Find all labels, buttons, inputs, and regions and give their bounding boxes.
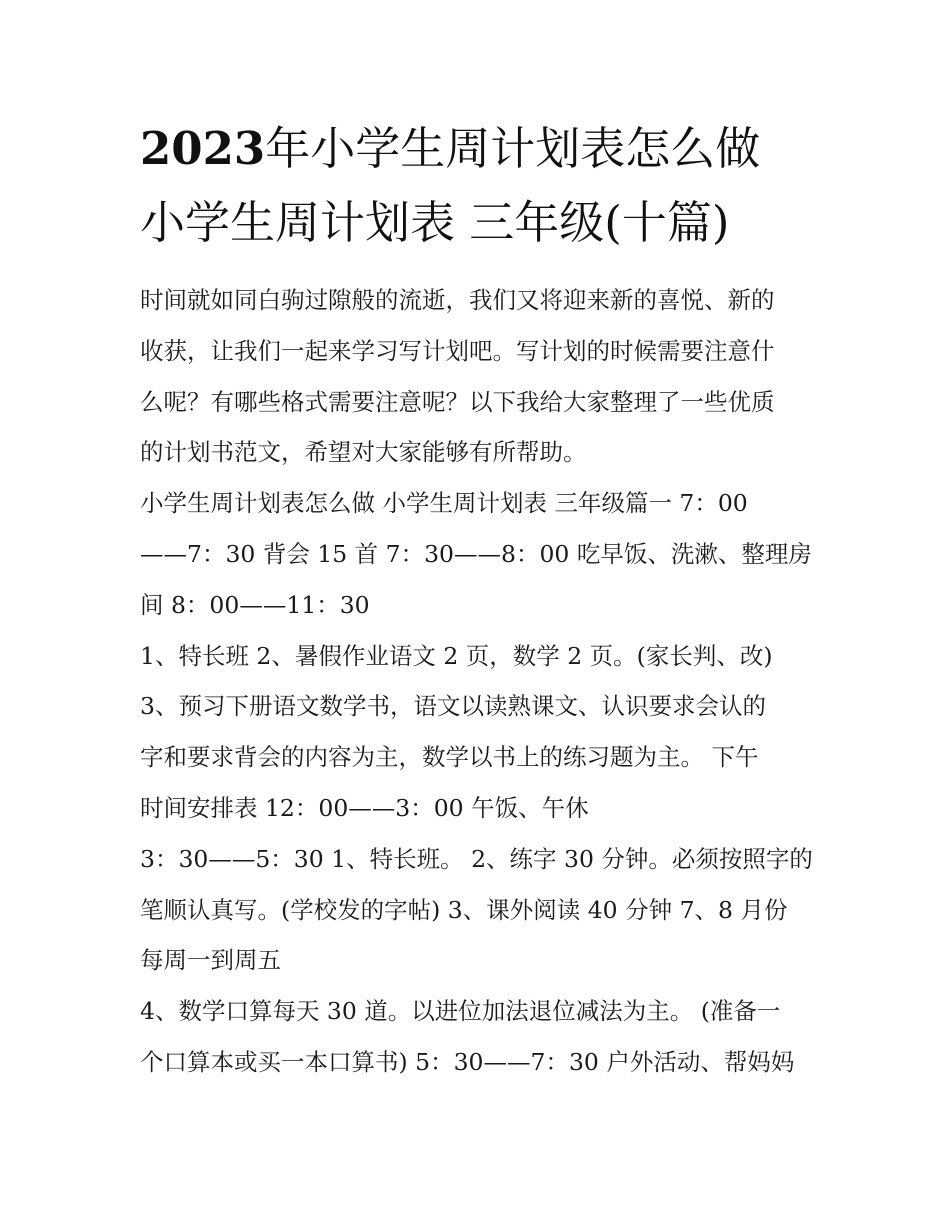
body-line: 字和要求背会的内容为主，数学以书上的练习题为主。 下午: [140, 743, 759, 772]
body-line: 笔顺认真写。(学校发的字帖) 3、课外阅读 40 分钟 7、8 月份: [140, 895, 788, 924]
body-line: 么呢？有哪些格式需要注意呢？以下我给大家整理了一些优质: [140, 387, 775, 416]
body-line: 3、预习下册语文数学书，语文以读熟课文、认识要求会认的: [140, 692, 766, 721]
body-line: 收获，让我们一起来学习写计划吧。写计划的时候需要注意什: [140, 336, 775, 365]
body-line: 个口算本或买一本口算书) 5：30——7：30 户外活动、帮妈妈: [140, 1047, 795, 1076]
body-line: 小学生周计划表怎么做 小学生周计划表 三年级篇一 7：00: [140, 489, 748, 518]
title-line-1-text: 年小学生周计划表怎么做: [265, 122, 761, 175]
body-line: 时间就如同白驹过隙般的流逝，我们又将迎来新的喜悦、新的: [140, 286, 775, 314]
body-line: 每周一到周五: [140, 946, 281, 975]
body-line: 3：30——5：30 1、特长班。 2、练字 30 分钟。必须按照字的: [140, 844, 813, 873]
title-year: 2023: [140, 122, 266, 175]
title-line-1: [140, 112, 820, 186]
body-line: ——7：30 背会 15 首 7：30——8：00 吃早饭、洗漱、整理房: [140, 539, 812, 568]
body-line: 4、数学口算每天 30 道。以进位加法退位减法为主。 (准备一: [140, 997, 781, 1026]
document-body: [140, 275, 820, 1088]
body-line: 时间安排表 12：00——3：00 午饭、午休: [140, 793, 589, 822]
body-line: 间 8：00——11：30: [140, 590, 370, 619]
document-title: [140, 112, 820, 260]
title-line-2: 小学生周计划表 三年级(十篇): [140, 196, 730, 249]
body-line: 1、特长班 2、暑假作业语文 2 页，数学 2 页。(家长判、改): [140, 641, 773, 670]
body-line: 的计划书范文，希望对大家能够有所帮助。: [140, 438, 587, 467]
